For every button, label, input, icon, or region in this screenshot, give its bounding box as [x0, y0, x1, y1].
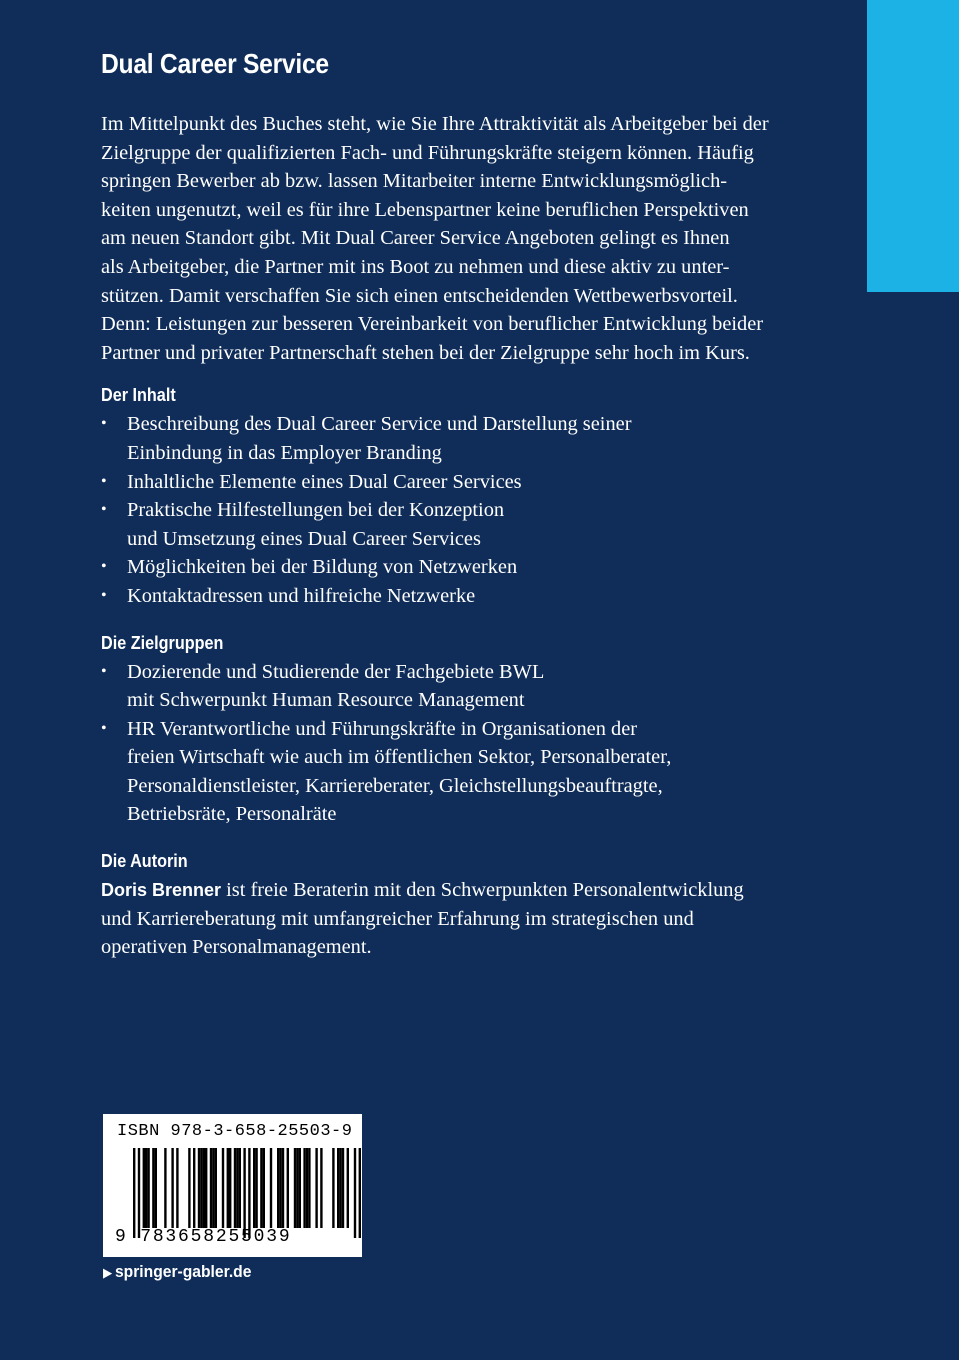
intro-line: Denn: Leistungen zur besseren Vereinbarkeit von beruflicher Entwicklung beider [101, 313, 764, 336]
barcode-bar [200, 1148, 202, 1228]
bullet-icon: • [101, 586, 107, 604]
list-item-line: Möglichkeiten bei der Bildung von Netzwerken [127, 556, 518, 579]
list-item-line: Betriebsräte, Personalräte [127, 803, 337, 826]
bullet-icon: • [101, 719, 107, 737]
barcode-bar [243, 1148, 245, 1238]
intro-line: keiten ungenutzt, weil es für ihre Lebenspartner keine beruflichen Perspektiven [101, 198, 749, 221]
barcode-bar [215, 1148, 217, 1228]
barcode-bar [342, 1148, 344, 1228]
bullet-icon: • [101, 501, 107, 519]
content-list [101, 410, 817, 610]
list-item [101, 582, 817, 611]
book-title: Dual Career Service [101, 48, 329, 79]
intro-paragraph [101, 110, 817, 367]
accent-bar [867, 0, 959, 292]
barcode-bar [210, 1148, 212, 1228]
intro-line: stützen. Damit verschaffen Sie sich einen entscheidenden Wettbewerbsvorteil. [101, 284, 738, 307]
bullet-icon: • [101, 472, 107, 490]
bullet-icon: • [101, 415, 107, 433]
author-line-2: und Karriereberatung mit umfangreicher Erfahrung im strategischen und [101, 907, 694, 930]
intro-line: Im Mittelpunkt des Buches steht, wie Sie Ihre Attraktivität als Arbeitgeber bei der [101, 113, 769, 135]
list-item-line: Beschreibung des Dual Career Service und Darstellung seiner [127, 413, 632, 436]
barcode-bar [193, 1148, 195, 1228]
author-line-1 [101, 876, 817, 905]
ean-digits [115, 1227, 291, 1247]
ean-left-group: 783658 [140, 1227, 216, 1247]
author-line-3: operativen Personalmanagement. [101, 936, 372, 959]
audience-list [101, 658, 817, 830]
back-cover-text [101, 40, 817, 962]
barcode-bar [239, 1148, 241, 1228]
barcode-bar [279, 1148, 281, 1228]
barcode-bar [198, 1148, 200, 1228]
barcode-bar [303, 1148, 305, 1228]
barcode-bar [145, 1148, 147, 1228]
barcode-bar [133, 1148, 135, 1238]
barcode-bar [234, 1148, 236, 1228]
barcode-bar [147, 1148, 149, 1228]
barcode-bar [332, 1148, 334, 1228]
content-heading: Der Inhalt [101, 385, 176, 406]
barcode-bar [236, 1148, 238, 1228]
audience-heading: Die Zielgruppen [101, 632, 224, 653]
barcode-bar [299, 1148, 301, 1228]
barcode-bar [227, 1148, 229, 1228]
author-heading: Die Autorin [101, 851, 188, 872]
play-arrow-icon: ▶ [103, 1265, 113, 1280]
barcode-bar [277, 1148, 279, 1228]
list-item [101, 715, 817, 829]
author-name: Doris Brenner [101, 880, 222, 901]
barcode-bar [315, 1148, 317, 1228]
barcode-bar [354, 1148, 356, 1238]
bullet-icon: • [101, 558, 107, 576]
barcode-bar [306, 1148, 308, 1228]
barcode-bar [308, 1148, 310, 1228]
list-item-line: Personaldienstleister, Karriereberater, Gleichstellungsbeauftragte, [127, 774, 663, 797]
barcode-bar [296, 1148, 298, 1228]
barcode-bar [155, 1148, 157, 1228]
list-item-line: HR Verantwortliche und Führungskräfte in Organisationen der [127, 717, 638, 740]
barcode-bar [270, 1148, 272, 1228]
barcode-bar [248, 1148, 250, 1238]
barcode-bar [287, 1148, 289, 1228]
list-item-line: freien Wirtschaft wie auch im öffentlichen Sektor, Personalberater, [127, 746, 672, 769]
author-paragraph [101, 876, 817, 962]
list-item [101, 658, 817, 715]
barcode-bar [359, 1148, 361, 1238]
barcode-bar [171, 1148, 173, 1228]
barcode-bar [176, 1148, 178, 1228]
list-item [101, 410, 817, 467]
barcode-bar [203, 1148, 205, 1228]
list-item-line: Praktische Hilfestellungen bei der Konzeption [127, 499, 505, 522]
barcode-bar [260, 1148, 262, 1228]
barcode-bar [152, 1148, 154, 1228]
barcode-bar [253, 1148, 255, 1228]
website-text: springer-gabler.de [114, 1262, 252, 1281]
intro-line: Zielgruppe der qualifizierten Fach- und Führungskräfte steigern können. Häufig [101, 141, 754, 164]
list-item-line: Dozierende und Studierende der Fachgebiete BWL [127, 660, 545, 683]
isbn-barcode [103, 1114, 362, 1257]
barcode-bar [337, 1148, 339, 1228]
intro-line: springen Bewerber ab bzw. lassen Mitarbeiter interne Entwicklungsmöglich- [101, 170, 728, 193]
list-item-line: Einbindung in das Employer Branding [127, 441, 442, 464]
ean-right-group: 255039 [215, 1227, 292, 1247]
publisher-website[interactable] [103, 1262, 251, 1282]
list-item [101, 553, 817, 582]
barcode-bar [229, 1148, 231, 1228]
intro-line: als Arbeitgeber, die Partner mit ins Boot zu nehmen und diese aktiv zu unter- [101, 255, 730, 278]
bullet-icon: • [101, 662, 107, 680]
barcode-bar [255, 1148, 257, 1228]
barcode-bar [222, 1148, 224, 1228]
list-item-line: und Umsetzung eines Dual Career Services [127, 527, 481, 550]
barcode-bar [263, 1148, 265, 1228]
barcode-bar [164, 1148, 166, 1228]
list-item-line: mit Schwerpunkt Human Resource Management [127, 689, 525, 712]
barcode-bar [138, 1148, 140, 1238]
list-item-line: Kontaktadressen und hilfreiche Netzwerke [127, 584, 476, 607]
isbn-label: ISBN 978-3-658-25503-9 [117, 1122, 353, 1141]
author-line-1-text: ist freie Beraterin mit den Schwerpunkten Personalentwicklung [221, 879, 744, 902]
barcode-bar [143, 1148, 145, 1228]
barcode-bar [282, 1148, 284, 1228]
barcode-bar [339, 1148, 341, 1228]
barcode-bar [205, 1148, 207, 1228]
list-item-line: Inhaltliche Elemente eines Dual Career Services [127, 470, 522, 493]
barcode-bar [212, 1148, 214, 1228]
ean-first-digit: 9 [115, 1227, 128, 1247]
barcode-bar [347, 1148, 349, 1228]
barcode-bar [320, 1148, 322, 1228]
list-item [101, 496, 817, 553]
list-item [101, 468, 817, 497]
intro-line: am neuen Standort gibt. Mit Dual Career Service Angeboten gelingt es Ihnen [101, 227, 730, 250]
barcode-bar [188, 1148, 190, 1228]
barcode-bar [294, 1148, 296, 1228]
intro-line: Partner und privater Partnerschaft stehen bei der Zielgruppe sehr hoch im Kurs. [101, 341, 750, 364]
